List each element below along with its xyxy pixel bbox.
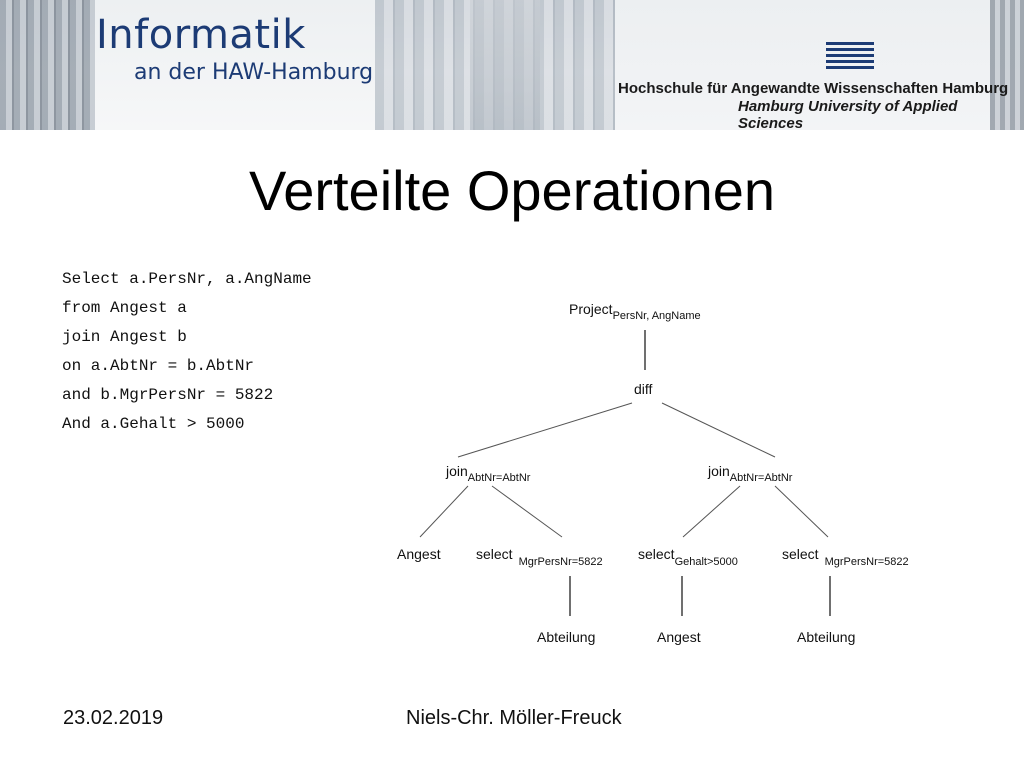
sql-line: and b.MgrPersNr = 5822 xyxy=(62,386,274,404)
node-select-3-op: select xyxy=(782,546,819,562)
node-select-2-op: select xyxy=(638,546,675,562)
node-join-left-sub: AbtNr=AbtNr xyxy=(467,472,531,484)
sql-line: on a.AbtNr = b.AbtNr xyxy=(62,357,255,375)
node-project-sub: PersNr, AngName xyxy=(612,310,701,322)
node-select-1-op: select xyxy=(476,546,513,562)
slide-title: Verteilte Operationen xyxy=(248,159,776,222)
node-select-3 xyxy=(782,546,909,568)
node-base-angest: Angest xyxy=(657,629,701,645)
edge-join-right-select2 xyxy=(775,486,828,537)
node-select-1-sub: MgrPersNr=5822 xyxy=(518,556,603,568)
edge-diff-join-left xyxy=(458,403,632,457)
sql-line: join Angest b xyxy=(62,328,187,346)
university-name-de: Hochschule für Angewandte Wissenschaften Hamburg xyxy=(618,80,1009,97)
sql-line: Select a.PersNr, a.AngName xyxy=(62,270,312,288)
node-project-op: Project xyxy=(569,301,613,317)
node-select-2-sub: Gehalt>5000 xyxy=(674,556,738,568)
edge-join-right-select1 xyxy=(683,486,740,537)
footer-date: 23.02.2019 xyxy=(63,707,164,729)
node-base-abteilung-2: Abteilung xyxy=(797,629,856,645)
footer-author: Niels-Chr. Möller-Freuck xyxy=(406,707,622,729)
node-join-right xyxy=(707,463,793,484)
node-angest-leaf: Angest xyxy=(397,546,441,562)
node-select-1 xyxy=(476,546,603,568)
sql-line: And a.Gehalt > 5000 xyxy=(62,415,245,433)
node-select-2 xyxy=(638,546,738,568)
node-join-left-op: join xyxy=(446,463,468,479)
edge-join-left-angest xyxy=(420,486,468,537)
edge-diff-join-right xyxy=(662,403,775,457)
logo-subtitle: an der HAW-Hamburg xyxy=(134,60,374,85)
edge-join-left-select xyxy=(492,486,562,537)
node-project xyxy=(569,301,701,322)
node-base-abteilung-1: Abteilung xyxy=(537,629,596,645)
node-join-right-op: join xyxy=(708,463,730,479)
university-name-en: Hamburg University of Applied Sciences xyxy=(738,98,958,130)
node-diff: diff xyxy=(634,381,653,397)
node-select-3-sub: MgrPersNr=5822 xyxy=(824,556,909,568)
sql-line: from Angest a xyxy=(62,299,187,317)
node-join-left xyxy=(445,463,531,484)
logo-informatik: Informatik xyxy=(96,12,306,58)
node-join-right-sub: AbtNr=AbtNr xyxy=(729,472,793,484)
